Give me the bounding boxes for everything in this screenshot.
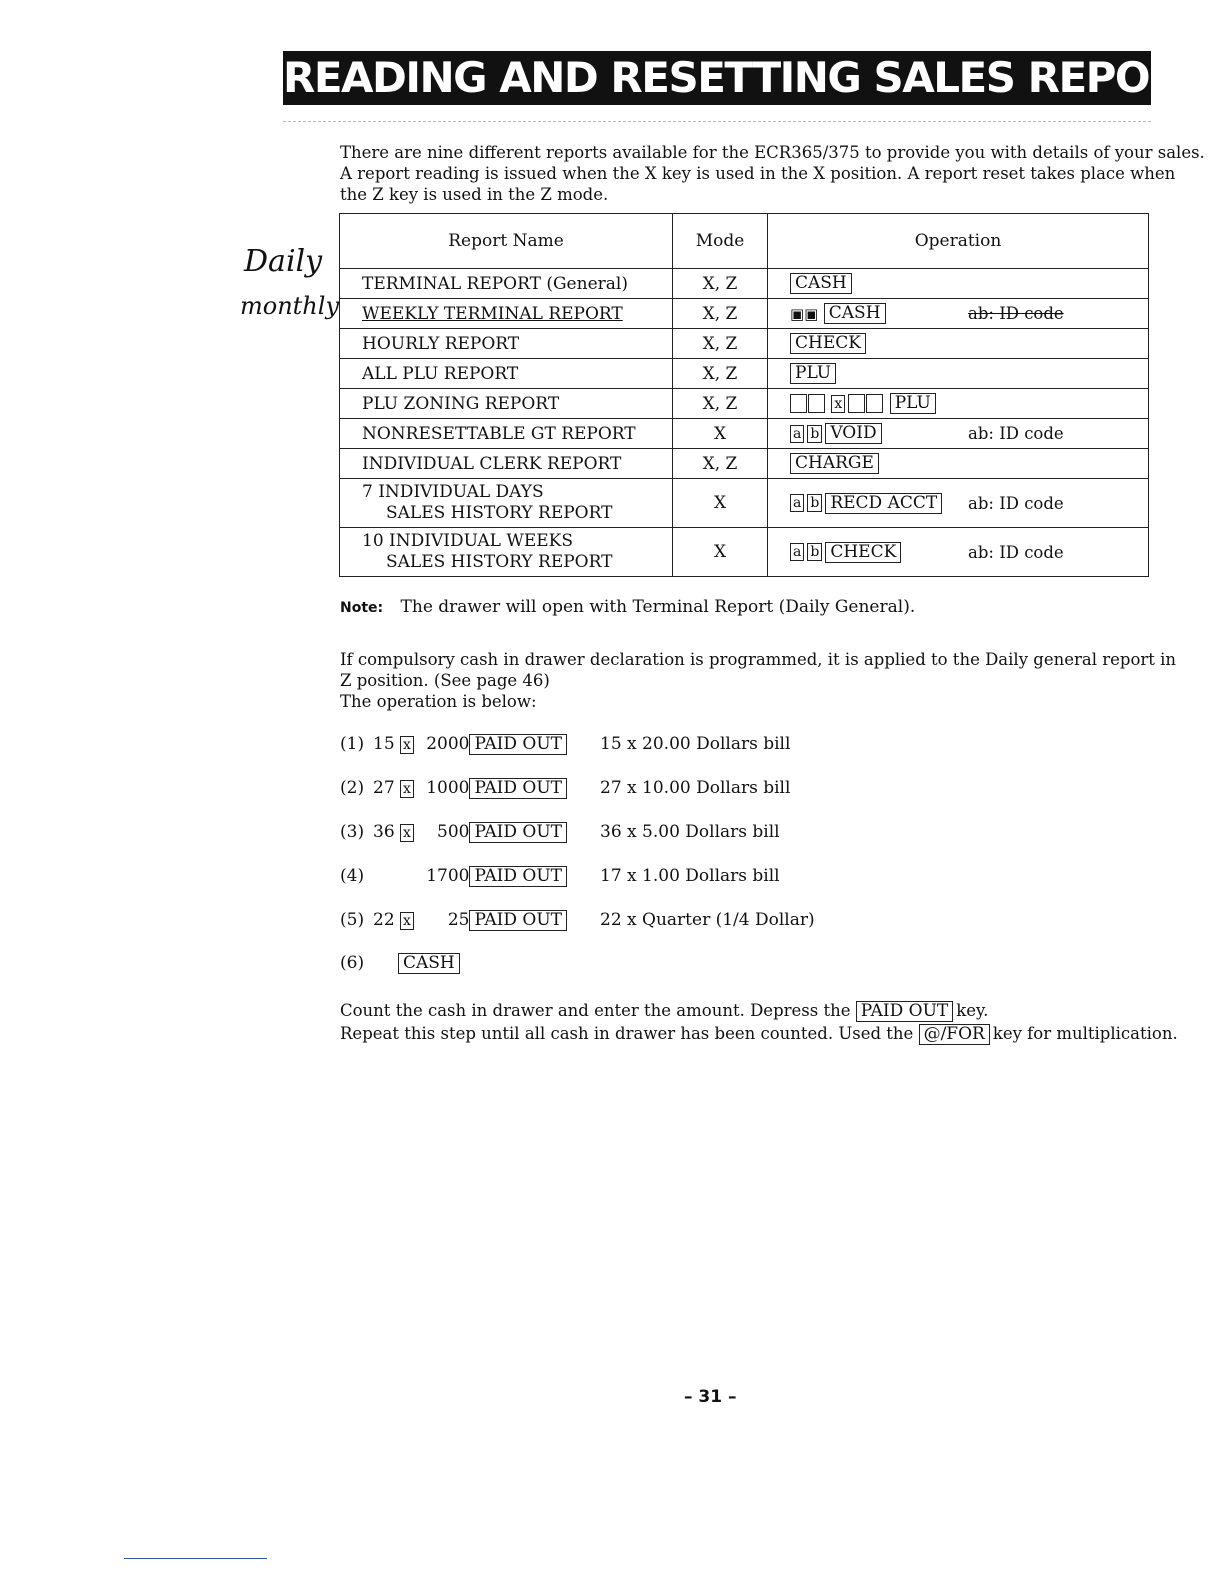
report-name: NONRESETTABLE GT REPORT — [340, 419, 673, 449]
table-header-row — [340, 214, 1149, 269]
column-header-operation: Operation — [768, 214, 1149, 269]
table-row — [340, 269, 1149, 299]
instruction-text: Count the cash in drawer and enter the amount. Depress the — [340, 1001, 851, 1020]
paid-out-key: PAID OUT — [469, 822, 567, 843]
table-row — [340, 479, 1149, 528]
instruction-line — [340, 999, 1178, 1022]
report-name: ALL PLU REPORT — [340, 359, 673, 389]
id-key-a: a — [790, 494, 804, 512]
multiply-key: x — [400, 912, 414, 930]
multiply-key: x — [400, 780, 414, 798]
step-item — [340, 778, 940, 804]
handwritten-daily: Daily — [244, 244, 323, 279]
step-description: 17 x 1.00 Dollars bill — [600, 866, 780, 886]
blank-key — [866, 394, 883, 413]
quantity-value: 22 — [373, 910, 395, 930]
quantity-value: 27 — [373, 778, 395, 798]
id-code-note: ab: ID code — [968, 424, 1064, 443]
void-key: VOID — [825, 423, 881, 444]
step-number: (4) — [340, 866, 365, 886]
table-row — [340, 449, 1149, 479]
report-operation — [768, 449, 1149, 479]
step-description: 22 x Quarter (1/4 Dollar) — [600, 910, 815, 930]
plu-key: PLU — [890, 393, 936, 414]
report-operation — [768, 479, 1149, 528]
report-operation — [768, 389, 1149, 419]
report-operation — [768, 329, 1149, 359]
step-quantity — [373, 734, 417, 754]
plu-key: PLU — [790, 363, 836, 384]
step-item — [340, 910, 940, 936]
report-name — [340, 479, 673, 528]
column-header-report-name: Report Name — [340, 214, 673, 269]
step-number: (3) — [340, 822, 365, 842]
step-amount — [426, 778, 570, 799]
report-name: PLU ZONING REPORT — [340, 389, 673, 419]
note-label: Note: — [340, 600, 384, 616]
step-description: 15 x 20.00 Dollars bill — [600, 734, 791, 754]
blank-key — [790, 394, 807, 413]
intro-line: the Z key is used in the Z mode. — [340, 185, 609, 204]
check-key: CHECK — [825, 542, 901, 563]
id-key-a: a — [790, 543, 804, 561]
table-row — [340, 299, 1149, 329]
instruction-line — [340, 1022, 1178, 1045]
report-mode: X — [673, 479, 768, 528]
blank-key — [848, 394, 865, 413]
note — [340, 597, 915, 617]
step-quantity — [373, 778, 417, 798]
paid-out-key: PAID OUT — [469, 910, 567, 931]
step-number: (5) — [340, 910, 365, 930]
id-code-note: ab: ID code — [968, 304, 1064, 323]
amount-value: 1000 — [426, 778, 470, 798]
step-amount — [437, 822, 570, 843]
paragraph-line: The operation is below: — [340, 692, 537, 711]
amount-value: 1700 — [426, 866, 470, 886]
report-name-line: 10 INDIVIDUAL WEEKS — [362, 531, 574, 551]
charge-key: CHARGE — [790, 453, 879, 474]
reports-table — [339, 213, 1149, 577]
step-description: 27 x 10.00 Dollars bill — [600, 778, 791, 798]
amount-value: 2000 — [426, 734, 470, 754]
step-keys — [398, 953, 463, 974]
report-mode: X — [673, 419, 768, 449]
report-name — [340, 528, 673, 577]
report-operation — [768, 299, 1149, 329]
report-mode: X, Z — [673, 389, 768, 419]
intro-paragraph — [340, 142, 1205, 205]
handwritten-monthly: monthly — [240, 292, 339, 320]
instruction-text: Repeat this step until all cash in drawer has been counted. Used the — [340, 1024, 914, 1043]
report-name: HOURLY REPORT — [340, 329, 673, 359]
step-quantity — [373, 822, 417, 842]
report-operation — [768, 269, 1149, 299]
blank-key — [808, 394, 825, 413]
step-amount — [448, 910, 570, 931]
report-name-line: SALES HISTORY REPORT — [386, 503, 613, 523]
check-key: CHECK — [790, 333, 866, 354]
step-quantity — [373, 910, 417, 930]
report-name-text: WEEKLY TERMINAL REPORT — [362, 303, 623, 324]
cash-key: CASH — [824, 303, 886, 324]
report-name — [340, 299, 673, 329]
instruction-text: key for multiplication. — [992, 1024, 1178, 1043]
report-mode: X — [673, 528, 768, 577]
at-for-key: @/FOR — [919, 1024, 990, 1045]
id-key-a: a — [790, 425, 804, 443]
intro-line: A report reading is issued when the X key is used in the X position. A report reset takes place when — [340, 164, 1176, 183]
multiply-key: x — [400, 736, 414, 754]
table-row — [340, 329, 1149, 359]
report-operation — [768, 419, 1149, 449]
recd-acct-key: RECD ACCT — [825, 493, 942, 514]
report-name-line: 7 INDIVIDUAL DAYS — [362, 482, 544, 502]
step-description: 36 x 5.00 Dollars bill — [600, 822, 780, 842]
paragraph-line: If compulsory cash in drawer declaration is programmed, it is applied to the Daily general report in — [340, 650, 1177, 669]
report-operation — [768, 528, 1149, 577]
step-item — [340, 953, 940, 979]
instruction-text: key. — [956, 1001, 989, 1020]
page-title-banner — [283, 51, 1206, 105]
multiply-key: x — [400, 824, 414, 842]
step-number: (6) — [340, 953, 365, 973]
scribbled-keys: ▣▣ — [790, 304, 819, 323]
id-key-b: b — [807, 494, 822, 512]
step-item — [340, 822, 940, 848]
table-row — [340, 528, 1149, 577]
step-number: (2) — [340, 778, 365, 798]
intro-line: There are nine different reports available for the ECR365/375 to provide you with details of your sales. — [340, 143, 1205, 162]
multiply-key: x — [831, 395, 845, 413]
paid-out-key: PAID OUT — [469, 778, 567, 799]
id-code-note: ab: ID code — [968, 542, 1064, 562]
cash-key: CASH — [790, 273, 852, 294]
footer-rule — [124, 1558, 267, 1559]
report-mode: X, Z — [673, 329, 768, 359]
id-key-b: b — [807, 425, 822, 443]
report-name: INDIVIDUAL CLERK REPORT — [340, 449, 673, 479]
closing-instructions — [340, 999, 1178, 1045]
step-amount — [426, 734, 570, 755]
paid-out-key: PAID OUT — [856, 1001, 954, 1022]
step-item — [340, 734, 940, 760]
step-amount — [426, 866, 570, 887]
page-number: – 31 – — [684, 1387, 737, 1407]
cash-key: CASH — [398, 953, 460, 974]
amount-value: 25 — [447, 910, 470, 930]
table-row — [340, 389, 1149, 419]
paid-out-key: PAID OUT — [469, 734, 567, 755]
report-operation — [768, 359, 1149, 389]
report-mode: X, Z — [673, 299, 768, 329]
step-item — [340, 866, 940, 892]
report-name: TERMINAL REPORT (General) — [340, 269, 673, 299]
page-title: READING AND RESETTING SALES REPORT — [283, 53, 1206, 102]
step-number: (1) — [340, 734, 365, 754]
title-divider — [283, 121, 1151, 122]
report-mode: X, Z — [673, 449, 768, 479]
id-code-note: ab: ID code — [968, 493, 1064, 513]
id-key-b: b — [807, 543, 822, 561]
report-mode: X, Z — [673, 359, 768, 389]
note-text: The drawer will open with Terminal Report (Daily General). — [400, 597, 916, 617]
paid-out-key: PAID OUT — [469, 866, 567, 887]
quantity-value: 36 — [373, 822, 395, 842]
table-row — [340, 359, 1149, 389]
amount-value: 500 — [437, 822, 470, 842]
table-row — [340, 419, 1149, 449]
report-mode: X, Z — [673, 269, 768, 299]
declaration-paragraph — [340, 649, 1177, 712]
column-header-mode: Mode — [673, 214, 768, 269]
quantity-value: 15 — [373, 734, 395, 754]
report-name-line: SALES HISTORY REPORT — [386, 552, 613, 572]
paragraph-line: Z position. (See page 46) — [340, 671, 550, 690]
